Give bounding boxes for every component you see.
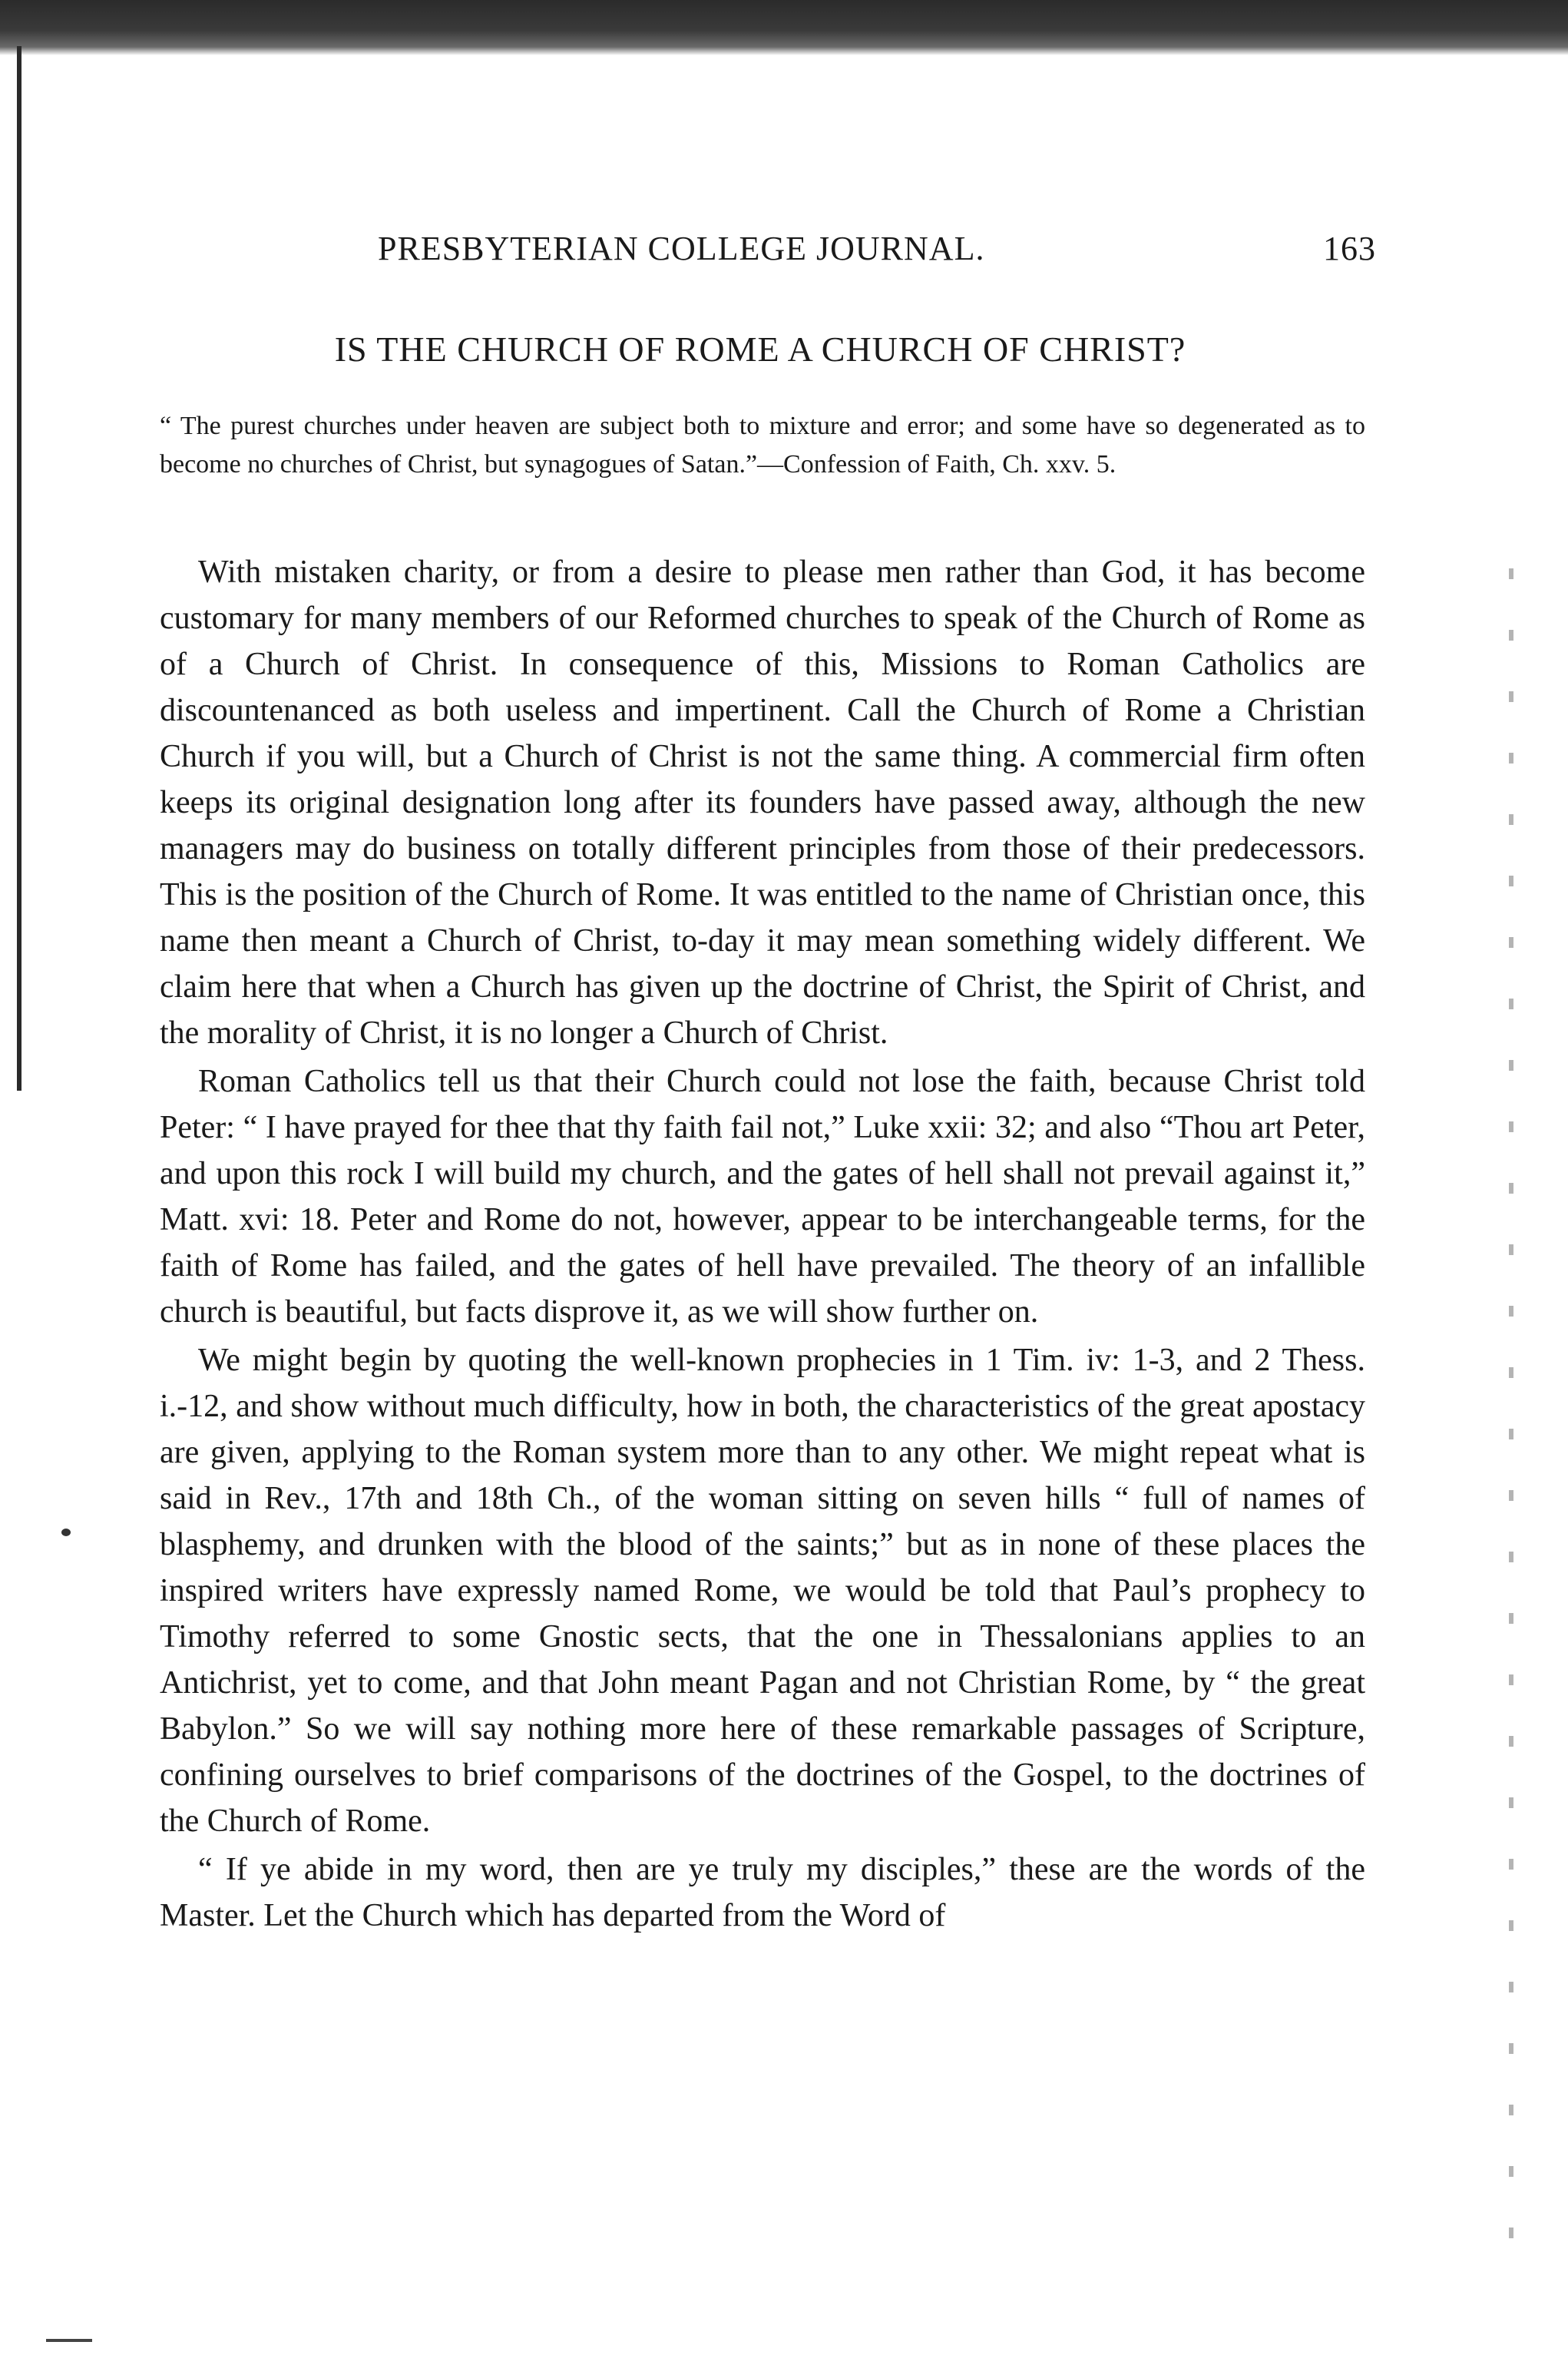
scan-top-edge: [0, 0, 1568, 55]
page-number: 163: [1323, 229, 1376, 267]
article-body: [160, 549, 1365, 1941]
body-paragraph: We might begin by quoting the well-known prophecies in 1 Tim. iv: 1-3, and 2 Thess. i.-12, and show without much difficulty, how in both, the characteristics of the great apostacy are given, applying to the Roman system more than to any other. We might repeat what is said in Rev., 17th and 18th Ch., of the woman sitting on seven hills “ full of names of blasphemy, and drunken with the blood of the saints;” but as in none of these places the inspired writers have expressly named Rome, we would be told that Paul’s prophecy to Timothy referred to some Gnostic sects, that the one in Thessalonians applies to an Antichrist, yet to come, and that John meant Pagan and not Christian Rome, by “ the great Babylon.” So we will say nothing more here of these remarkable passages of Scripture, confining ourselves to brief comparisons of the doctrines of the Gospel, to the doctrines of the Church of Rome.: [160, 1343, 1365, 1839]
body-paragraph: Roman Catholics tell us that their Church could not lose the faith, because Christ told Peter: “ I have prayed for thee that thy faith fail not,” Luke xxii: 32; and also “Thou art Peter, and upon this rock I will build my church, and the gates of hell shall not prevail against it,” Matt. xvi: 18. Peter and Rome do not, however, appear to be interchangeable terms, for the faith of Rome has failed, and the gates of hell have prevailed. The theory of an infallible church is beautiful, but facts disprove it, as we will show further on.: [160, 1064, 1365, 1330]
scan-corner-mark: [46, 2339, 92, 2342]
scan-left-border: [17, 46, 22, 1091]
body-paragraph: “ If ye abide in my word, then are ye truly my disciples,” these are the words of the Master. Let the Church which has departed from the Word of: [160, 1852, 1365, 1933]
epigraph-quote: “ The purest churches under heaven are subject both to mixture and error; and some have so degenerated as to become no churches of Christ, but synagogues of Satan.”—Confession of Faith, Ch. xxv. 5.: [160, 412, 1365, 479]
running-title: PRESBYTERIAN COLLEGE JOURNAL.: [378, 229, 985, 267]
margin-dot-mark: [61, 1529, 71, 1536]
body-paragraph: With mistaken charity, or from a desire to please men rather than God, it has become customary for many members of our Reformed churches to speak of the Church of Rome as of a Church of Christ. In consequence of this, Missions to Roman Catholics are discountenanced as both useless and impertinent. Call the Church of Rome a Christian Church if you will, but a Church of Christ is not the same thing. A commercial firm often keeps its original designation long after its founders have passed away, although the new managers may do business on totally different principles from those of their predecessors. This is the position of the Church of Rome. It was entitled to the name of Christian once, this name then meant a Church of Christ, to-day it may mean something widely different. We claim here that when a Church has given up the doctrine of Christ, the Spirit of Christ, and the morality of Christ, it is no longer a Church of Christ.: [160, 555, 1365, 1051]
article-title: IS THE CHURCH OF ROME A CHURCH OF CHRIST?: [334, 330, 1186, 369]
scan-right-margin-marks: [1509, 568, 1513, 2258]
running-header: [378, 221, 1376, 275]
